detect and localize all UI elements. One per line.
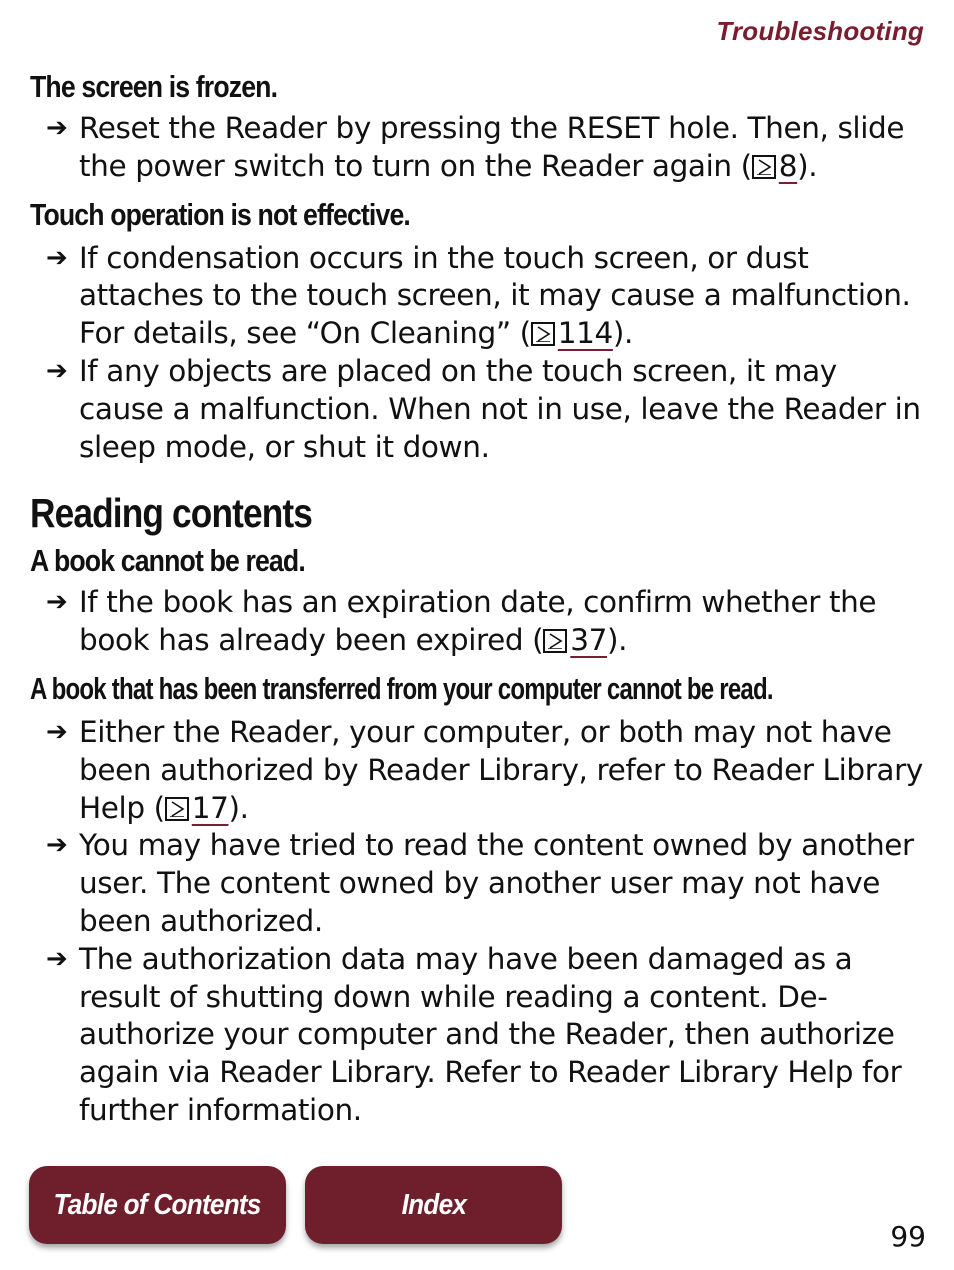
answer-item: [30, 353, 930, 466]
answer-suffix: ).: [797, 148, 818, 183]
answer-item: [30, 110, 930, 186]
question-title: Touch operation is not effective.: [30, 196, 410, 232]
answer-text: The authorization data may have been damaged as a result of shutting down while reading a content. De-authorize your computer and the Reader, then authorize again via Reader Library. Refer to Reader Library Help for further information.: [79, 941, 902, 1127]
section-heading: Reading contents: [30, 490, 313, 537]
page-reference-icon: [165, 797, 189, 821]
answer-item: [30, 714, 930, 827]
page-link[interactable]: 114: [557, 316, 613, 351]
table-of-contents-label: Table of Contents: [53, 1188, 262, 1221]
answer-text: Either the Reader, your computer, or both may not have been authorized by Reader Library, refer to Reader Library Help (: [79, 714, 923, 825]
arrow-right-icon: ➔: [46, 242, 68, 273]
answer-suffix: ).: [607, 623, 628, 658]
question-title: A book that has been transferred from your computer cannot be read.: [30, 670, 773, 706]
page-reference[interactable]: [543, 623, 607, 657]
page-number: 99: [890, 1220, 926, 1253]
page-reference[interactable]: [531, 316, 613, 350]
question-title: A book cannot be read.: [30, 543, 305, 579]
page-reference[interactable]: [752, 149, 797, 183]
page-reference-icon: [752, 155, 776, 179]
section-label: Troubleshooting: [716, 16, 924, 46]
question-title: The screen is frozen.: [30, 69, 278, 104]
arrow-right-icon: ➔: [46, 716, 68, 747]
answer-suffix: ).: [228, 790, 249, 825]
page-link[interactable]: 8: [778, 148, 798, 183]
content: [30, 66, 930, 1130]
answer-text: You may have tried to read the content owned by another user. The content owned by another user may not have been authorized.: [79, 828, 914, 938]
arrow-right-icon: ➔: [46, 355, 68, 386]
index-button[interactable]: [305, 1166, 562, 1244]
page-link[interactable]: 37: [570, 623, 608, 658]
page-reference-icon: [531, 322, 555, 346]
answer-item: [30, 240, 930, 353]
answer-text: If any objects are placed on the touch screen, it may cause a malfunction. When not in use, leave the Reader in sleep mode, or shut it down.: [79, 353, 921, 464]
page-link[interactable]: 17: [191, 790, 229, 825]
arrow-right-icon: ➔: [46, 943, 68, 974]
answer-suffix: ).: [612, 316, 633, 351]
answer-text: Reset the Reader by pressing the RESET hole. Then, slide the power switch to turn on the Reader again (: [79, 111, 905, 183]
answer-text: If condensation occurs in the touch screen, or dust attaches to the touch screen, it may cause a malfunction. For details, see “On Cleaning” (: [79, 240, 911, 351]
answer-text: If the book has an expiration date, confirm whether the book has already been expired (: [79, 585, 877, 658]
answer-item: [30, 941, 930, 1130]
index-label: Index: [401, 1188, 466, 1221]
arrow-right-icon: ➔: [46, 587, 68, 618]
page-reference[interactable]: [165, 791, 229, 825]
answer-item: [30, 584, 930, 660]
arrow-right-icon: ➔: [46, 113, 68, 143]
answer-item: [30, 827, 930, 940]
arrow-right-icon: ➔: [46, 830, 68, 861]
page-reference-icon: [543, 629, 567, 653]
table-of-contents-button[interactable]: [29, 1166, 286, 1244]
